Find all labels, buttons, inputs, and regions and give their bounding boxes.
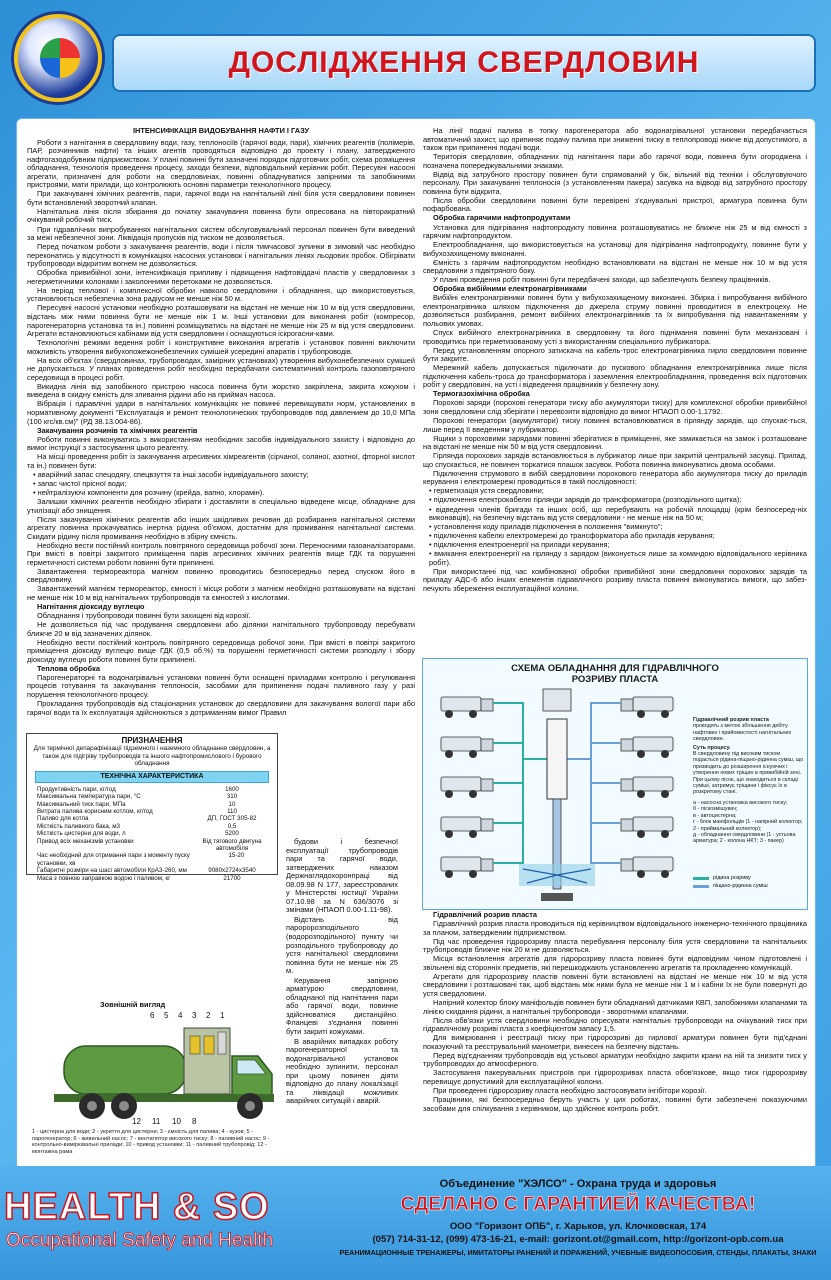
spec-key: Привод всіх механізмів установки: [37, 837, 134, 845]
left-column: [27, 127, 415, 718]
wellhead-manifold: [547, 719, 567, 799]
paragraph: Завантаження термореактора магнієм повинно проводитись безпосередньо перед спуском його в свердловину.: [27, 566, 415, 585]
right-column-lower: [423, 911, 807, 1114]
truck-title: Зовнішній вигляд: [100, 1000, 166, 1009]
pump-truck-left-4-wheel: [445, 830, 453, 838]
scheme-legend: [693, 874, 805, 890]
pump-truck-left-4-wheel: [469, 830, 477, 838]
legend-swatch-sand: [693, 885, 709, 888]
pump-truck-left-3-wheel: [469, 790, 477, 798]
spec-key: Час необхідний для отримання пари з моменту пуску установки, хв: [37, 852, 190, 867]
paragraph: На місці проведення робіт із закачування агресивних хімреагентів (сірчаної, соляної, азотної, фторної кислот та ін.) повинен бути:: [27, 452, 415, 470]
paragraph: Установка для підігрівання нафтопродукту повинна розташовуватись не ближче ніж 25 м від ємності з гарячим нафтопродуктом.: [423, 222, 807, 241]
truck-caption: 1 - цистерна для води; 2 - укриття для цистерни; 3 - ємність для палива; 4 - кузов; 5 - парогенератор; 6 - живильний насос; 7 - вентилятор високого тиску; 8 - паливний насос; 9 - контрольно-вимірювальні прилади; 10 - привод установки; 11 - паливний трубопровід; 12 - монтажна рама: [32, 1129, 270, 1155]
footer-logo-subtitle: Occupational Safety and Health: [6, 1230, 274, 1251]
paragraph: Необхідно вести постійний контроль повітряного середовища робочої зони. При вмісті в повітрі закритого приміщення діоксиду вуглецю вище ГДК (0,5 об.%) та порушенні герметичності системи розподілу і збору діоксиду вуглецю роботи повинні бути припинені.: [27, 637, 415, 664]
paragraph: Під час проведення гідророзриву пласта перебування персоналу біля устя свердловини та нагнітальних трубопроводів ближче ніж 20 м не дозволяється.: [423, 936, 807, 955]
spec-value: 10: [228, 800, 236, 808]
scheme-part: а - насосна установка високого тиску;: [693, 799, 788, 806]
truck-label-top: 2: [206, 1011, 211, 1020]
footer-slogan: СДЕЛАНО С ГАРАНТИЕЙ КАЧЕСТВА!: [400, 1193, 756, 1215]
pump-truck-right-2: [633, 737, 673, 751]
pump-truck-left-5: [441, 857, 481, 871]
packer: [541, 893, 573, 901]
footer-association: Объединение "ХЭЛСО" - Охрана труда и здоровья: [439, 1178, 717, 1190]
list-item: • аварійний запас спецодягу, спецвзуття та інші засоби індивідуального захисту;: [27, 471, 415, 480]
spec-row: [27, 838, 277, 853]
legend-label: піщано-рідинна суміш: [713, 883, 768, 889]
paragraph: Застосування пакерувальних пристроїв при гідророзривах пласта обов'язкове, якщо тиск гідророзриву перевищує допустимий для експлуатаційної колони.: [423, 1068, 807, 1086]
paragraph: Територія свердловин, обладнаних під нагнітання пари або гарячої води, повинна бути огороджена і позначена попереджувальними знаками.: [423, 152, 807, 170]
list-item: • герметизація устя свердловини;: [423, 487, 807, 496]
specification-box: [26, 733, 278, 882]
section-heading: Закачування розчинів та хімічних реагентів: [37, 425, 198, 435]
scheme-part: д - обладнання свердловини (1 - устьова арматура; 2 - колона НКТ; 3 - пакер): [693, 831, 796, 845]
paragraph: При закачуванні хімічних реагентів, пари, гарячої води на нагнітальній лінії біля устя свердловини повинен бути встановлений зворотний клапан.: [27, 189, 415, 207]
footer-info: [330, 1178, 826, 1257]
paragraph: Гірлянда порохових зарядів встановлюється в лубрикатор лише при закритій центральній засувці. Прилад, що спускається, не повинен торкатися плашок засувок. Робота повинна виконуватись двома особами.: [423, 451, 807, 469]
list-item: • запас чистої прісної води;: [27, 480, 415, 489]
footer-contacts: (057) 714-31-12, (099) 473-16-21, e-mail: gorizont.ot@gmail.com, http://gorizont-opb.com.ua: [372, 1234, 784, 1245]
pump-truck-left-1-wheel: [469, 710, 477, 718]
section-heading: Теплова обробка: [37, 663, 100, 673]
spec-key: Максимальний тиск пари, МПа: [37, 800, 126, 808]
mid-column-text: [286, 838, 398, 1107]
paragraph: Вибійні електронагрівники повинні бути у вибухозахищеному виконанні. Збирка і випробування вибійного електронагрівника шляхом підключення до джерела струму повинні проводитися в електроцеху. Не дозволяється розбирання, ремонт вибійних електронагрівників та їх випробування під навантаженням у польових умовах.: [423, 293, 807, 329]
title-bar: [112, 34, 816, 92]
spec-key: Місткість цистерни для води, л: [37, 830, 126, 838]
pump-truck-left-3-cab: [481, 779, 493, 791]
spec-value: 0,5: [227, 822, 237, 830]
paragraph: Порохові генератори (акумулятори) тиску повинні встановлюватися в гірлянду зарядів, що спускає-ться, лише перед її введенням у лубрикатор.: [423, 416, 807, 434]
water-tank: [64, 1046, 186, 1094]
pump-truck-right-4-wheel: [661, 830, 669, 838]
scheme-title-line-2: РОЗРИВУ ПЛАСТА: [571, 674, 659, 685]
paragraph: Ящики з пороховими зарядами повинні зберігатися в приміщенні, яке замикається на замок і розташоване на відстані не менше ніж 50 м від устя свердловини.: [423, 433, 807, 452]
pump-truck-left-2-wheel: [469, 750, 477, 758]
paragraph: Мережний кабель допускається підключати до пускового обладнання електронагрівника лише після підключення кабель-троса до трансформатора і заземлення електрообладнання, проведення всіх підготовчих робіт у свердловині, на усті і відведення працівників у безпечну зону.: [423, 363, 807, 390]
truck-label-top: 1: [220, 1011, 225, 1020]
paragraph: Перед від'єднанням трубопроводів від устьової арматури необхідно закрити крани на ній та знизити тиск у трубопроводах до атмосферного.: [423, 1050, 807, 1069]
paragraph: Після обробки свердловини повинні бути перевірені з'єднувальні пристрої, арматура повинна бути пофарбована.: [423, 195, 807, 214]
spec-row: [27, 830, 277, 837]
pump-truck-right-3-wheel: [661, 790, 669, 798]
note-title: Гідравлічний розрив пласта: [693, 717, 769, 723]
scheme-part: б - піскозмішувач;: [693, 806, 738, 813]
pump-truck-right-5-wheel: [661, 870, 669, 878]
scheme-diagram: [423, 659, 693, 911]
paragraph: Спуск вибійного електронагрівника в свердловину та його піднімання повинні бути механізовані і проводитись при герметизованому усті з використанням спеціального лубрикатора.: [423, 328, 807, 346]
spec-row: [27, 786, 277, 793]
footer-products: РЕАНИМАЦИОННЫЕ ТРЕНАЖЕРЫ, ИМИТАТОРЫ РАНЕНИЙ И ПОРАЖЕНИЙ, УЧЕБНЫЕ ВИДЕОПОСОБИЯ, СТЕНДЫ, ПЛАКАТЫ, ЗНАКИ: [339, 1248, 817, 1257]
pump-truck-right-2-cab: [621, 739, 633, 751]
spec-row: [27, 823, 277, 830]
essence-text: В свердловину під високим тиском подається рідина-піщано-рідинна суміш, що призводить до розширення існуючих і утворення нових тріщин в привибійній зоні. При цьому пісок, що знаходиться в складі суміші, затримує тріщини і фіксує їх в розкритому стані.: [693, 751, 804, 796]
paragraph: Після закачування хімічних реагентів або інших шкідливих речовин до розбирання нагнітальної системи агрегату повинна прокачуватись інертна рідина об'ємом, достатнім для промивання нагнітальної системи. Скидати рідину після промивання необхідно в збірну ємність.: [27, 514, 415, 541]
pump-truck-left-2-cab: [481, 739, 493, 751]
list-item: • вмикання електроенергії на гірлянду з зарядом (виконується лише за командою відповідального керівника робіт).: [423, 550, 807, 567]
feed-pump: [204, 1036, 214, 1054]
wheel-hub: [245, 1101, 255, 1111]
pump-truck-right-4-wheel: [637, 830, 645, 838]
spec-value: 310: [226, 793, 238, 801]
steam-generator: [190, 1036, 200, 1054]
wheel-hub: [119, 1101, 129, 1111]
pump-truck-right-5: [633, 857, 673, 871]
paragraph: Обробка привибійної зони, інтенсифікація припливу і підвищення нафтовіддачі пластів у свердловинах з негерметичними колонами і заколонними перетоками не дозволяється.: [27, 268, 415, 286]
spec-row: [27, 867, 277, 874]
paragraph: Порохові заряди (порохові генератори тиску або акумулятори тиску) для комплексної обробки привибійної зони свердловини слід зберігати і перевозити відповідно до вимог НПАОП 0.00-1.1792.: [423, 398, 807, 416]
pump-truck-right-4: [633, 817, 673, 831]
pump-truck-left-2: [441, 737, 481, 751]
list-item: • підключення електрокабелю гірлянди зарядів до трансформатора (розподільного щитка);: [423, 496, 807, 505]
section-heading: Гідравлічний розрив пласта: [433, 910, 538, 919]
legend-fluid: [693, 874, 805, 882]
pump-truck-left-5-cab: [481, 859, 493, 871]
spec-purpose: Для термічної депарафінізації підземного і наземного обладнання свердловин, а також для підігріву трубопроводів та іншого нафтопромислового і бурового обладнання: [33, 745, 271, 767]
paragraph: При проведенні гідророзриву пласта необхідно застосовувати інгібітори корозії.: [433, 1085, 707, 1095]
paragraph: Електрообладнання, що використовується на установці для підігрівання нафтопродукту, повинне бути у вибухозахищеному виконанні.: [423, 240, 807, 258]
pump-truck-right-2-wheel: [661, 750, 669, 758]
paragraph: Вібрація і гідравлічні удари в нагнітальних комунікаціях не повинні перевищувати норм, установлених в нормативному документі "Експлуатація и ремонт технологических трубопроводов под давлением до 10,0 МПа (100 кгс/кв.см)" (РД 38.13.004-86).: [27, 399, 415, 426]
legend-swatch-fluid: [693, 877, 709, 880]
spec-value: 9080х2724х3540: [208, 867, 256, 875]
paragraph: Агрегати для гідророзриву пластів повинні бути встановлені на відстані не менше ніж 10 м від устя свердловини і розташовані так, щоб відстань між ними була не менше ніж 1 м і кабіни їх не були повернуті до устя свердловини.: [423, 971, 807, 998]
paragraph: Працівники, які безпосередньо беруть участь у цих роботах, повинні бути забезпечені показуючими засобами для спілкування з керівником, що здійснює контроль робіт.: [423, 1094, 807, 1113]
wheel-hub: [87, 1101, 97, 1111]
truck-label-top: 6: [150, 1011, 155, 1020]
pump-truck-right-3: [633, 777, 673, 791]
paragraph: Роботи з нагнітання в свердловину води, газу, теплоносіїв (гарячої води, пари), хімічних реагентів (полімерів, ПАР, розчинників нафти) та інших агентів проводяться відповідно до проекту і плану, затвердженого нафтогазодобувним підприємством. У плані повинні бути зазначені порядок підготовчих робіт, схема розміщення обладнання, технологія проведення процесу, заходи безпеки, відповідальний керівник робіт. Пересувні насосні агрегати, призначені для роботи на свердловинах, повинні обладнуватися запірними та запобіжними пристроями, мати прилади, що контролюють основні параметри технологічного процесу.: [27, 137, 415, 190]
paragraph: Роботи повинні виконуватись з використанням необхідних засобів індивідуального захисту і відповідно до вимог інструкції з застосування цього реагенту.: [27, 434, 415, 453]
paragraph: Гідравлічний розрив пласта проводиться під керівництвом відповідального інженерно-технічного працівника за планом, затвердженим підприємством.: [423, 919, 807, 937]
section-heading: Термогазохімічна обробка: [433, 389, 530, 399]
paragraph: У плані проведення робіт повинні бути передбачені заходи, що забезпечують безпеку працівників.: [433, 275, 771, 285]
paragraph: Для вимірювання і реєстрації тиску при гідророзриві до гирлової арматури повинен бути під'єднані показуючий та реєструвальний манометри, винесені на безпечну відстань.: [423, 1033, 807, 1051]
paragraph: Обладнання і трубопроводи повинні бути захищені від корозії.: [37, 611, 251, 621]
spec-key: Паливо для котла: [37, 815, 89, 823]
truck-label-top: 3: [192, 1011, 197, 1020]
page-title: ДОСЛІДЖЕННЯ СВЕРДЛОВИН: [228, 46, 700, 79]
section-heading: Нагнітання діоксиду вуглецю: [37, 602, 145, 612]
paragraph: В аварійних випадках роботу парогенераторної та водонагрівальної установок необхідно зупинити, персонал при цьому повинен діяти відповідно до плану локалізації та ліквідації можливих аварійних ситуацій і аварій.: [286, 1036, 398, 1106]
paragraph: Не дозволяється під час продування свердловини або ділянки нагнітального трубопроводу перебувати ближче 20 м від зазначених ділянок.: [27, 620, 415, 638]
paragraph: Технологічні режими ведення робіт і конструктивне виконання агрегатів і установок повинні виключити можливість утворення вибухопожежонебезпечних сумішей усередині апаратів і трубопроводів.: [27, 338, 415, 356]
spec-key: Витрата палива корисним котлом, кг/год: [37, 807, 153, 815]
paragraph: Залишки хімічних реагентів необхідно збирати і доставляти в спеціально відведене місце, обладнане для утилізації або знищення.: [27, 496, 415, 515]
paragraph: При гідравлічних випробуваннях нагнітальних систем обслуговувальний персонал повинен бути виведений за межі небезпечної зони. Ліквідація пропусків під тиском не дозволяється.: [27, 224, 415, 243]
paragraph: Перед установленням опорного затискача на кабель-трос електронагрівника гирло свердловини повинне бути закрите.: [423, 345, 807, 364]
pump-truck-right-1-wheel: [637, 710, 645, 718]
truck-label-top: 5: [164, 1011, 169, 1020]
sand-pipe-right: [563, 743, 621, 759]
pump-truck-left-3: [441, 777, 481, 791]
spec-title: ПРИЗНАЧЕННЯ: [121, 736, 183, 745]
pump-truck-right-3-wheel: [637, 790, 645, 798]
paragraph: Пересувні насосні установки необхідно розташовувати на відстані не менше ніж 10 м від устя свердловини, відстань між ними повинна бути не менше ніж 1 м. Інші установки для виконання робіт (компресор, парогенераторна установка та ін.) повинні розміщуватись на відстані не менше ніж 25 м від устя свердловини. Агрегати встановлюються кабінами від устя свердловини і оснащуються іскрогасни-ками.: [27, 303, 415, 339]
hydraulic-fracturing-scheme: [422, 658, 808, 910]
blender-unit: [543, 689, 571, 711]
footer-address: ООО "Горизонт ОПБ", г. Харьков, ул. Клочковская, 174: [449, 1221, 707, 1232]
spec-key: Маса з повною заправкою водою і паливом, кг: [37, 874, 171, 882]
paragraph: будови і безпечної експлуатації трубопроводів пари та гарячої води, затверджених наказом Держнаглядохоронпраці від 08.09.98 N 177, зареєстрованих у Міністерстві юстиції України 07.10.98 за N 636/3076 зі змінами (НПАОП 0.00-1.11-98).: [286, 837, 398, 915]
spec-row: [27, 793, 277, 800]
fluid-pipe-left: [493, 759, 551, 863]
spec-value: 5200: [225, 830, 239, 838]
spec-value: 21700: [223, 874, 241, 882]
truck-label-top: 4: [178, 1011, 183, 1020]
spec-row: [27, 808, 277, 815]
list-item: • нейтралізуючі компоненти для розчину (крейда, вапно, хлорамін).: [27, 489, 415, 498]
list-item: • підключення електроенергії на прилади керування;: [423, 541, 807, 550]
list-item: • установлення коду приладів підключення в положення "вимкнуто";: [423, 523, 807, 532]
pump-truck-left-5-wheel: [445, 870, 453, 878]
blower: [218, 1032, 226, 1054]
spec-key: Габаритні розміри на шасі автомобіля КрАЗ-260, мм: [37, 867, 187, 875]
scheme-notes: [693, 717, 805, 845]
company-logo-badge: [14, 14, 102, 102]
spec-value: 110: [227, 807, 237, 815]
spec-value: Від тягового двигуна автомобіля: [202, 837, 262, 852]
pump-truck-right-1-cab: [621, 699, 633, 711]
note-text: проводять з метою збільшення дебіту нафтових і прийомистості нагнітальних свердловин.: [693, 723, 792, 743]
truck-label-bottom: 11: [152, 1117, 161, 1126]
pump-truck-right-4-cab: [621, 819, 633, 831]
pump-truck-right-2-wheel: [637, 750, 645, 758]
paragraph: Прокладання трубопроводів від стаціонарних установок до свердловини для закачування вологої пари або гарячої води та їх експлуатація здійснюються з дотриманням вимог Правил: [27, 699, 415, 717]
scheme-part: г - блок маніфольдів (1 - напірний колектор; 2 - приймальний колектор);: [693, 819, 803, 832]
section-heading: Обробка гарячими нафтопродуктами: [433, 213, 571, 223]
spec-value: 15-20: [228, 852, 245, 860]
pump-truck-left-5-wheel: [469, 870, 477, 878]
paragraph: Завантажений магнієм термореактор, ємності і місця роботи з магнієм необхідно розташовувати на відстані не менше ніж 10 м від нагнітальних трубопроводів та ємностей з кислотами.: [27, 584, 415, 602]
scheme-title-line-1: СХЕМА ОБЛАДНАННЯ ДЛЯ ГІДРАВЛІЧНОГО: [511, 663, 719, 674]
paragraph: Ємність з гарячим нафтопродуктом необхідно встановлювати на відстані не менше ніж 10 м від устя свердловини з підвітряного боку.: [423, 257, 807, 276]
paragraph: Необхідно вести постійний контроль повітряного середовища робочої зони. Переносними газоаналізаторами. При вмісті в повітрі закритого приміщення парів агресивних хімічних реагентів вище ГДК та порушенні герметичності системи роботи повинні бути припинені.: [27, 540, 415, 567]
pump-truck-left-1: [441, 697, 481, 711]
paragraph: Після обв'язки устя свердловини необхідно опресувати нагнітальні трубопроводи на очікуваний тиск при гідравлічному розриві пласта з коефіцієнтом запасу 1,5.: [423, 1015, 807, 1034]
section-heading: Обробка вибійними електронагрівниками: [433, 284, 587, 294]
paragraph: Відвід від затрубного простору повинен бути спрямований у бік, вільний від техніки і обслуговуючого персоналу. При закачуванні теплоносія (з установленням пакера) засувка на відводі від затрубного простору повинна бути відкрита.: [423, 169, 807, 196]
pump-truck-left-1-wheel: [445, 710, 453, 718]
spec-row: [27, 801, 277, 808]
spec-row: [27, 875, 277, 882]
spec-key: Максимальна температура пари, °С: [37, 793, 141, 801]
left-heading: ІНТЕНСИФІКАЦІЯ ВИДОБУВАННЯ НАФТИ І ГАЗУ: [132, 126, 310, 135]
logo-emblem-icon: [40, 38, 80, 78]
list-item: • відведення членів бригади та інших осіб, що перебувають на робочій площадці (крім безпосеред-ніх виконавців), на безпечну відстань від устя свердловини - не менше ніж на 50 м;: [423, 506, 807, 523]
fluid-pipe-left: [493, 743, 551, 759]
spec-row: [27, 815, 277, 822]
scheme-part: в - автоцистерна;: [693, 812, 737, 819]
spec-row: [27, 852, 277, 867]
pump-truck-right-1: [633, 697, 673, 711]
paragraph: Парогенераторні та водонагрівальні установки повинні бути оснащені приладами контролю і регулювання процесів готування та закачування теплоносія, засобами для припинення подачі паливного газу у разі порушення технологічного процесу.: [27, 672, 415, 699]
pump-truck-left-3-wheel: [445, 790, 453, 798]
paragraph: На період теплової і комплексної обробки навколо свердловини і обладнання, що використовується, установлюється небезпечна зона радіусом не менше ніж 50 м.: [27, 285, 415, 304]
steam-truck-illustration: [40, 1006, 290, 1126]
pump-truck-right-1-wheel: [661, 710, 669, 718]
legend-label: рідина розриву: [713, 875, 751, 881]
essence-title: Суть процесу.: [693, 744, 731, 751]
spec-key: Місткість паливного бака, м3: [37, 822, 120, 830]
pump-truck-left-4: [441, 817, 481, 831]
pump-truck-right-5-wheel: [637, 870, 645, 878]
truck-label-bottom: 8: [192, 1117, 197, 1126]
paragraph: Нагнітальна лінія після збирання до початку закачування повинна бути опресована на півторакратний очікуваний робочий тиск.: [27, 206, 415, 225]
paragraph: Викидна лінія від запобіжного пристрою насоса повинна бути жорстко закріплена, закрита кожухом і виведена в скидну ємність для зливання рідини або на приймач насоса.: [27, 381, 415, 400]
paragraph: При використанні під час комбінованої обробки привибійної зони свердловини порохових зарядів та приладу АДС-6 або інших елементів гідравлічного розриву пласта повинні виконуватись вимоги, що забез-печують збереження експлуатаційної колони.: [423, 566, 807, 593]
paragraph: Підключення струмового в вибій свердловини порохового генератора або акумулятора тиску до приладів керування і електромережі проводиться в такій послідовності:: [423, 468, 807, 487]
paragraph: Місця встановлення агрегатів для гідророзриву пласта повинні бути відповідним чином підготовлені і звільнені від сторонніх предметів, які перешкоджають установленню агрегатів та прокладенню комунікацій.: [423, 954, 807, 972]
paragraph: Відстань від пароророзподільного (водорозподільного) пункту чи розподільного трубопроводу до устя нагнітальної свердловини повинна бути не менше ніж 25 м.: [286, 914, 398, 976]
pump-truck-left-4-cab: [481, 819, 493, 831]
spec-key: Продуктивність пари, кг/год: [37, 785, 116, 793]
right-column: [423, 127, 807, 594]
pump-truck-right-3-cab: [621, 779, 633, 791]
truck-label-bottom: 12: [132, 1117, 141, 1126]
spec-value: ДП, ГОСТ 305-82: [207, 815, 257, 823]
pump-truck-left-2-wheel: [445, 750, 453, 758]
paragraph: Перед початком роботи з закачування реагентів, води і після тимчасової зупинки в зимовий час необхідно переконатись у відсутності в комунікаціях насосних установок і нагнітальних лініях льодових пробок. Обігрівати трубопроводи відкритим вогнем не дозволяється.: [27, 242, 415, 269]
truck-label-bottom: 10: [172, 1117, 181, 1126]
paragraph: Напірний колектор блоку маніфольдів повинен бути обладнаний датчиками КВП, запобіжними клапанами та лінією скидання рідини, а нагнітальні трубопроводи - зворотними клапанами.: [423, 997, 807, 1016]
legend-sand: [693, 882, 805, 890]
spec-table-header: ТЕХНІЧНА ХАРАКТЕРИСТИКА: [35, 771, 269, 782]
footer-logo: HEALTH & SO: [4, 1186, 270, 1228]
list-item: • підключення кабелю електромережі до трансформатора або приладів керування;: [423, 532, 807, 541]
sand-pipe-right: [563, 759, 621, 863]
paragraph: На всіх об'єктах (свердловинах, трубопроводах, замірних установках) утворення вибухонебезпечних сумішей не допускається. У планах проведення робіт необхідно передбачати систематичний контроль газоповітряного середовища в процесі робіт.: [27, 355, 415, 382]
paragraph: Керування запірною арматурою свердловини, обладнаної під нагнітання пари або гарячої води, повинне здійснюватися дистанційно. Фланцеві з'єднання повинні бути закриті кожухами.: [286, 975, 398, 1037]
pump-truck-right-5-cab: [621, 859, 633, 871]
paragraph: На лінії подачі палива в топку парогенератора або водонагрівальної установки передбачається автоматичний захист, що припиняє подачу палива при зниженні тиску в теплопроводі нижче від допустимого, а також при припиненні подачі води.: [423, 126, 807, 153]
spec-value: 1600: [225, 785, 239, 793]
pump-truck-left-1-cab: [481, 699, 493, 711]
